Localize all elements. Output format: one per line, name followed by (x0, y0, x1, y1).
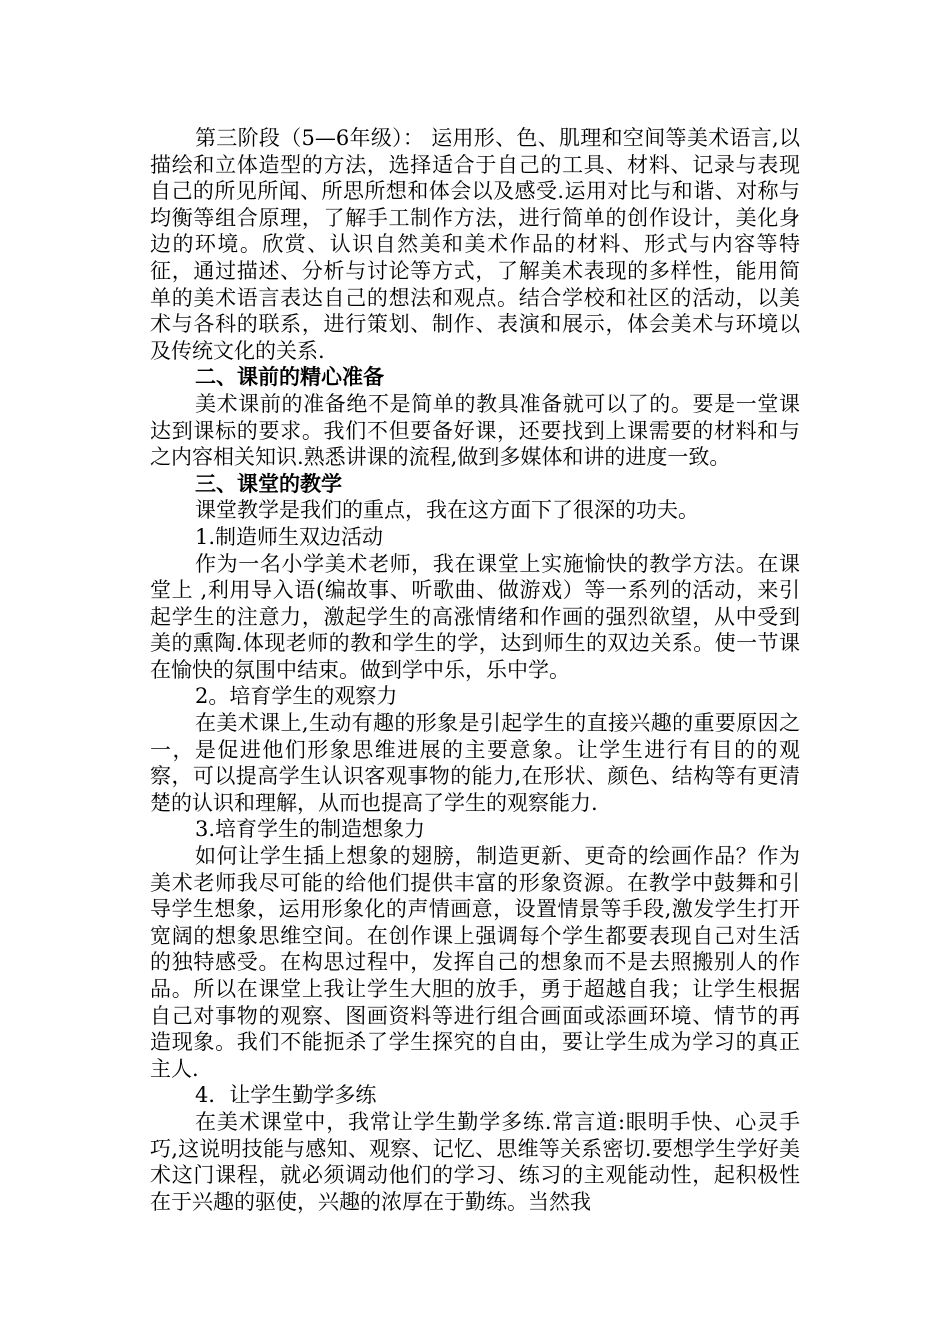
paragraph-preparation: 美术课前的准备绝不是简单的教具准备就可以了的。要是一堂课达到课标的要求。我们不但要备好课，还要找到上课需要的材料和与之内容相关知识.熟悉讲课的流程,做到多媒体和讲的进度一致。 (150, 391, 800, 470)
heading-preparation: 二、课前的精心准备 (195, 364, 384, 390)
paragraph-observation: 在美术课上,生动有趣的形象是引起学生的直接兴趣的重要原因之一，是促进他们形象思维进展的主要意象。让学生进行有目的的观察，可以提高学生认识客观事物的能力,在形状、颜色、结构等有更清楚的认识和理解，从而也提高了学生的观察能力. (150, 711, 800, 815)
paragraph-practice: 在美术课堂中，我常让学生勤学多练.常言道:眼明手快、心灵手巧,这说明技能与感知、观察、记忆、思维等关系密切.要想学生学好美术这门课程，就必须调动他们的学习、练习的主观能动性，起积极性在于兴趣的驱使，兴趣的浓厚在于勤练。当然我 (150, 1109, 800, 1214)
subheading-imagination: 3.培育学生的制造想象力 (195, 817, 426, 842)
paragraph-two-way-activity: 作为一名小学美术老师，我在课堂上实施愉快的教学方法。在课堂上 ,利用导入语(编故事、听歌曲、做游戏）等一系列的活动，来引起学生的注意力，激起学生的高涨情绪和作画的强烈欲望，从中受到美的熏陶.体现老师的教和学生的学，达到师生的双边关系。使一节课在愉快的氛围中结束。做到学中乐，乐中学。 (150, 551, 800, 682)
subheading-two-way-activity: 1.制造师生双边活动 (195, 524, 384, 549)
heading-classroom-teaching: 三、课堂的教学 (195, 470, 342, 496)
subheading-practice: 4．让学生勤学多练 (195, 1083, 377, 1108)
paragraph-classroom-intro: 课堂教学是我们的重点，我在这方面下了很深的功夫。 (195, 498, 699, 523)
document-page (150, 125, 800, 1215)
paragraph-stage-three: 第三阶段（5—6年级）： 运用形、色、肌理和空间等美术语言,以描绘和立体造型的方法，选择适合于自己的工具、材料、记录与表现自己的所见所闻、所思所想和体会以及感受.运用对比与和谐、对称与均衡等组合原理，了解手工制作方法，进行简单的创作设计，美化身边的环境。欣赏、认识自然美和美术作品的材料、形式与内容等特征，通过描述、分析与讨论等方式，了解美术表现的多样性，能用简单的美术语言表达自己的想法和观点。结合学校和社区的活动，以美术与各科的联系，进行策划、制作、表演和展示，体会美术与环境以及传统文化的关系. (150, 126, 800, 363)
subheading-observation: 2。培育学生的观察力 (195, 684, 398, 709)
paragraph-imagination: 如何让学生插上想象的翅膀，制造更新、更奇的绘画作品？作为美术老师我尽可能的给他们提供丰富的形象资源。在教学中鼓舞和引导学生想象，运用形象化的声情画意，设置情景等手段,激发学生打开宽阔的想象思维空间。在创作课上强调每个学生都要表现自己对生活的独特感受。在构思过程中，发挥自己的想象而不是去照搬别人的作品。所以在课堂上我让学生大胆的放手，勇于超越自我；让学生根据自己对事物的观察、图画资料等进行组合画面或添画环境、情节的再造现象。我们不能扼杀了学生探究的自由，要让学生成为学习的真正主人. (150, 844, 800, 1081)
